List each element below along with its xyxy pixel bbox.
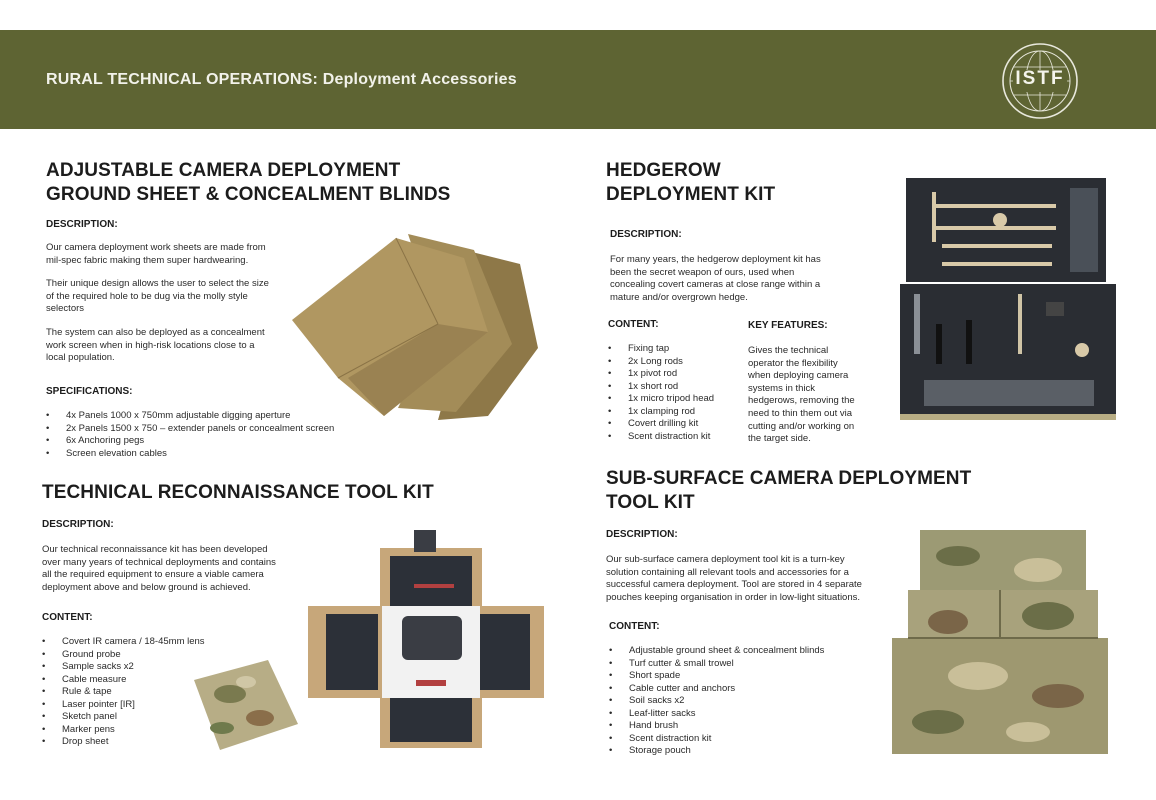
desc-line: The system can also be deployed as a concealment [46,326,265,338]
subsurface-content-label: CONTENT: [609,621,660,632]
recon-description [42,544,302,594]
list-item: • 2x Long rods [608,356,714,369]
ground-sheet-title [46,159,450,207]
desc-line: mil-spec fabric making them super hardwearing. [46,254,249,266]
subsurface-title [606,467,971,515]
hedgerow-description [610,254,850,304]
list-item: • Covert IR camera / 18-45mm lens [42,636,205,649]
list-item: • 1x pivot rod [608,368,714,381]
subsurface-kit-photo [888,526,1116,760]
desc-line: local population. [46,352,115,364]
desc-line: all the required equipment to ensure a viable camera [42,569,264,581]
recon-kit-photo [306,520,546,756]
desc-line: Our sub-surface camera deployment tool kit is a turn-key [606,554,845,565]
list-item: • 1x clamping rod [608,406,714,419]
feature-line: operator the flexibility [748,357,838,369]
desc-line: For many years, the hedgerow deployment kit has [610,254,821,265]
hedgerow-content-list [608,343,714,443]
list-item: • Hand brush [609,720,824,733]
desc-line: Their unique design allows the user to select the size [46,278,269,290]
ground-sheet-photo [288,228,544,428]
desc-line: work screen when in high-risk locations close to a [46,339,255,351]
istf-logo [1001,42,1079,120]
hedgerow-content-label: CONTENT: [608,319,659,330]
list-item: • 2x Panels 1500 x 750 – extender panels or concealment screen [46,423,334,436]
specifications-label: SPECIFICATIONS: [46,386,133,397]
list-item: • 6x Anchoring pegs [46,435,334,448]
list-item: • Adjustable ground sheet & concealment blinds [609,645,824,658]
desc-line: over many years of technical deployments and contains [42,556,276,568]
desc-line: deployment above and below ground is achieved. [42,581,251,593]
desc-line: solution containing all relevant tools and accessories for a [606,566,849,578]
recon-description-label: DESCRIPTION: [42,519,114,530]
list-item: • Ground probe [42,649,205,662]
feature-line: systems in thick [748,382,816,394]
list-item: • Cable cutter and anchors [609,683,824,696]
subsurface-title-line1: SUB-SURFACE CAMERA DEPLOYMENT [606,468,972,489]
list-item: • 1x short rod [608,381,714,394]
recon-content-label: CONTENT: [42,612,93,623]
list-item: • Storage pouch [609,745,824,758]
hedgerow-title-line1: HEDGEROW [606,160,721,181]
hedgerow-title [606,159,775,207]
list-item: • Turf cutter & small trowel [609,658,824,671]
subsurface-description-label: DESCRIPTION: [606,529,678,540]
list-item: • Screen elevation cables [46,448,334,461]
list-item: • Leaf-litter sacks [609,708,824,721]
hedgerow-features [748,345,878,446]
hedgerow-kit-photo [896,174,1120,422]
list-item: • Rule & tape [42,686,205,699]
subsurface-content-list [609,645,824,758]
recon-title: TECHNICAL RECONNAISSANCE TOOL KIT [42,482,434,503]
list-item: • Drop sheet [42,736,205,749]
ground-sheet-title-line2: GROUND SHEET & CONCEALMENT BLINDS [46,184,451,205]
list-item: • Scent distraction kit [608,431,714,444]
hedgerow-description-label: DESCRIPTION: [610,229,682,240]
desc-line: of the required hole to be dug via the molly style [46,290,248,302]
feature-line: the target side. [748,433,811,445]
list-item: • Cable measure [42,674,205,687]
desc-line: mature and/or overgrown hedge. [610,291,748,303]
header-banner [0,30,1156,129]
desc-line: Our camera deployment work sheets are made from [46,242,266,253]
desc-line: concealing covert cameras at close range within a [610,279,821,291]
hedgerow-features-label: KEY FEATURES: [748,320,828,331]
feature-line: cutting and/or working on [748,420,855,432]
logo-text: ISTF [1015,68,1065,89]
desc-line: been the secret weapon of ours, used when [610,266,795,278]
hedgerow-title-line2: DEPLOYMENT KIT [606,184,776,205]
ground-sheet-title-line1: ADJUSTABLE CAMERA DEPLOYMENT [46,160,401,181]
ground-sheet-description-label: DESCRIPTION: [46,219,118,230]
desc-line: successful camera deployment. Tool are stored in 4 separate [606,579,862,591]
feature-line: hedgerows, removing the [748,395,855,407]
list-item: • 4x Panels 1000 x 750mm adjustable digging aperture [46,410,334,423]
desc-line: Our technical reconnaissance kit has been developed [42,544,268,555]
list-item: • Fixing tap [608,343,714,356]
subsurface-title-line2: TOOL KIT [606,492,695,513]
list-item: • Sketch panel [42,711,205,724]
desc-line: pouches keeping organisation in order in low-light situations. [606,591,861,603]
feature-line: when deploying camera [748,370,849,382]
recon-pouch-photo [190,654,302,754]
feature-line: need to thin them out via [748,407,853,419]
page-title: RURAL TECHNICAL OPERATIONS: Deployment Accessories [46,71,517,88]
recon-content-list [42,636,205,749]
subsurface-description [606,554,896,604]
list-item: • Short spade [609,670,824,683]
list-item: • Scent distraction kit [609,733,824,746]
desc-line: selectors [46,303,85,315]
list-item: • Soil sacks x2 [609,695,824,708]
list-item: • Laser pointer [IR] [42,699,205,712]
list-item: • Marker pens [42,724,205,737]
feature-line: Gives the technical [748,345,829,356]
list-item: • Sample sacks x2 [42,661,205,674]
list-item: • 1x micro tripod head [608,393,714,406]
list-item: • Covert drilling kit [608,418,714,431]
ground-sheet-description [46,242,296,365]
